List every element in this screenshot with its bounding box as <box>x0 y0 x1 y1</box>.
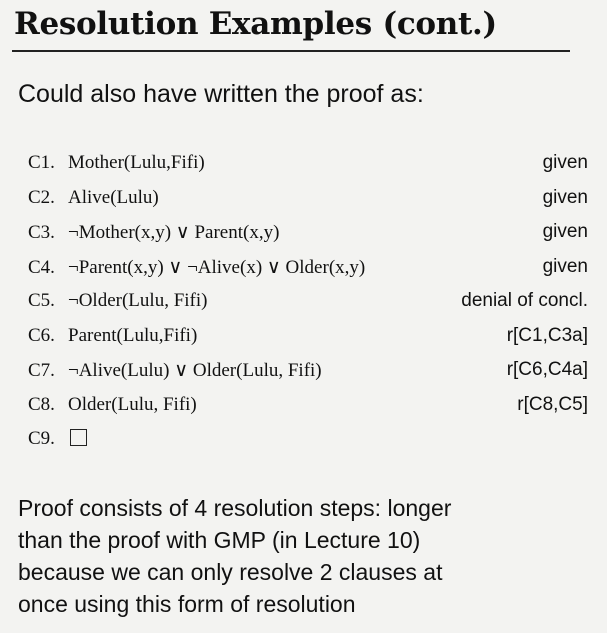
clause-text: Mother(Lulu,Fifi) <box>68 152 205 173</box>
conclusion-line: than the proof with GMP (in Lecture 10) <box>18 527 421 553</box>
clause-text: ¬Alive(Lulu) ∨ Older(Lulu, Fifi) <box>68 360 322 381</box>
clause-justification: given <box>542 221 588 242</box>
clause-id: C2. <box>28 186 55 208</box>
clause-justification: r[C8,C5] <box>517 393 588 415</box>
clause-text: Parent(Lulu,Fifi) <box>68 324 198 346</box>
clause-justification: given <box>542 186 588 208</box>
clause-row-c7 <box>28 359 588 394</box>
clause-row-c3 <box>28 221 588 256</box>
clause-row-c8 <box>28 394 588 429</box>
clause-row-c4 <box>28 256 588 291</box>
clause-justification: denial of concl. <box>461 290 588 311</box>
title-underline <box>12 50 570 52</box>
conclusion-line: Proof consists of 4 resolution steps: longer <box>18 495 452 521</box>
clause-justification: r[C6,C4a] <box>506 359 588 380</box>
clause-id: C8. <box>28 393 55 415</box>
clause-justification: r[C1,C3a] <box>506 324 588 346</box>
clause-id: C3. <box>28 222 55 243</box>
clause-row-c6 <box>28 325 588 360</box>
clause-row-c9 <box>28 428 588 463</box>
conclusion-line: because we can only resolve 2 clauses at <box>18 559 443 585</box>
clause-id: C1. <box>28 152 55 173</box>
clause-text: Alive(Lulu) <box>68 186 159 208</box>
clause-id: C7. <box>28 360 55 381</box>
clause-row-c5 <box>28 290 588 325</box>
clause-text: ¬Mother(x,y) ∨ Parent(x,y) <box>68 222 280 243</box>
clause-text: ¬Older(Lulu, Fifi) <box>68 290 208 311</box>
clause-justification: given <box>542 255 588 277</box>
clause-id: C6. <box>28 324 55 346</box>
clause-row-c2 <box>28 187 588 222</box>
clause-id: C4. <box>28 256 55 278</box>
clause-justification: given <box>542 152 588 173</box>
clause-text: Older(Lulu, Fifi) <box>68 393 197 415</box>
clause-list <box>28 152 588 463</box>
clause-row-c1 <box>28 152 588 187</box>
clause-id: C5. <box>28 290 55 311</box>
empty-clause-box-icon <box>70 429 87 446</box>
conclusion-text <box>18 492 593 620</box>
conclusion-line: once using this form of resolution <box>18 591 356 617</box>
slide-title: Resolution Examples (cont.) <box>14 6 497 42</box>
intro-text: Could also have written the proof as: <box>18 80 424 108</box>
clause-id: C9. <box>28 428 55 449</box>
clause-text: ¬Parent(x,y) ∨ ¬Alive(x) ∨ Older(x,y) <box>68 256 366 278</box>
